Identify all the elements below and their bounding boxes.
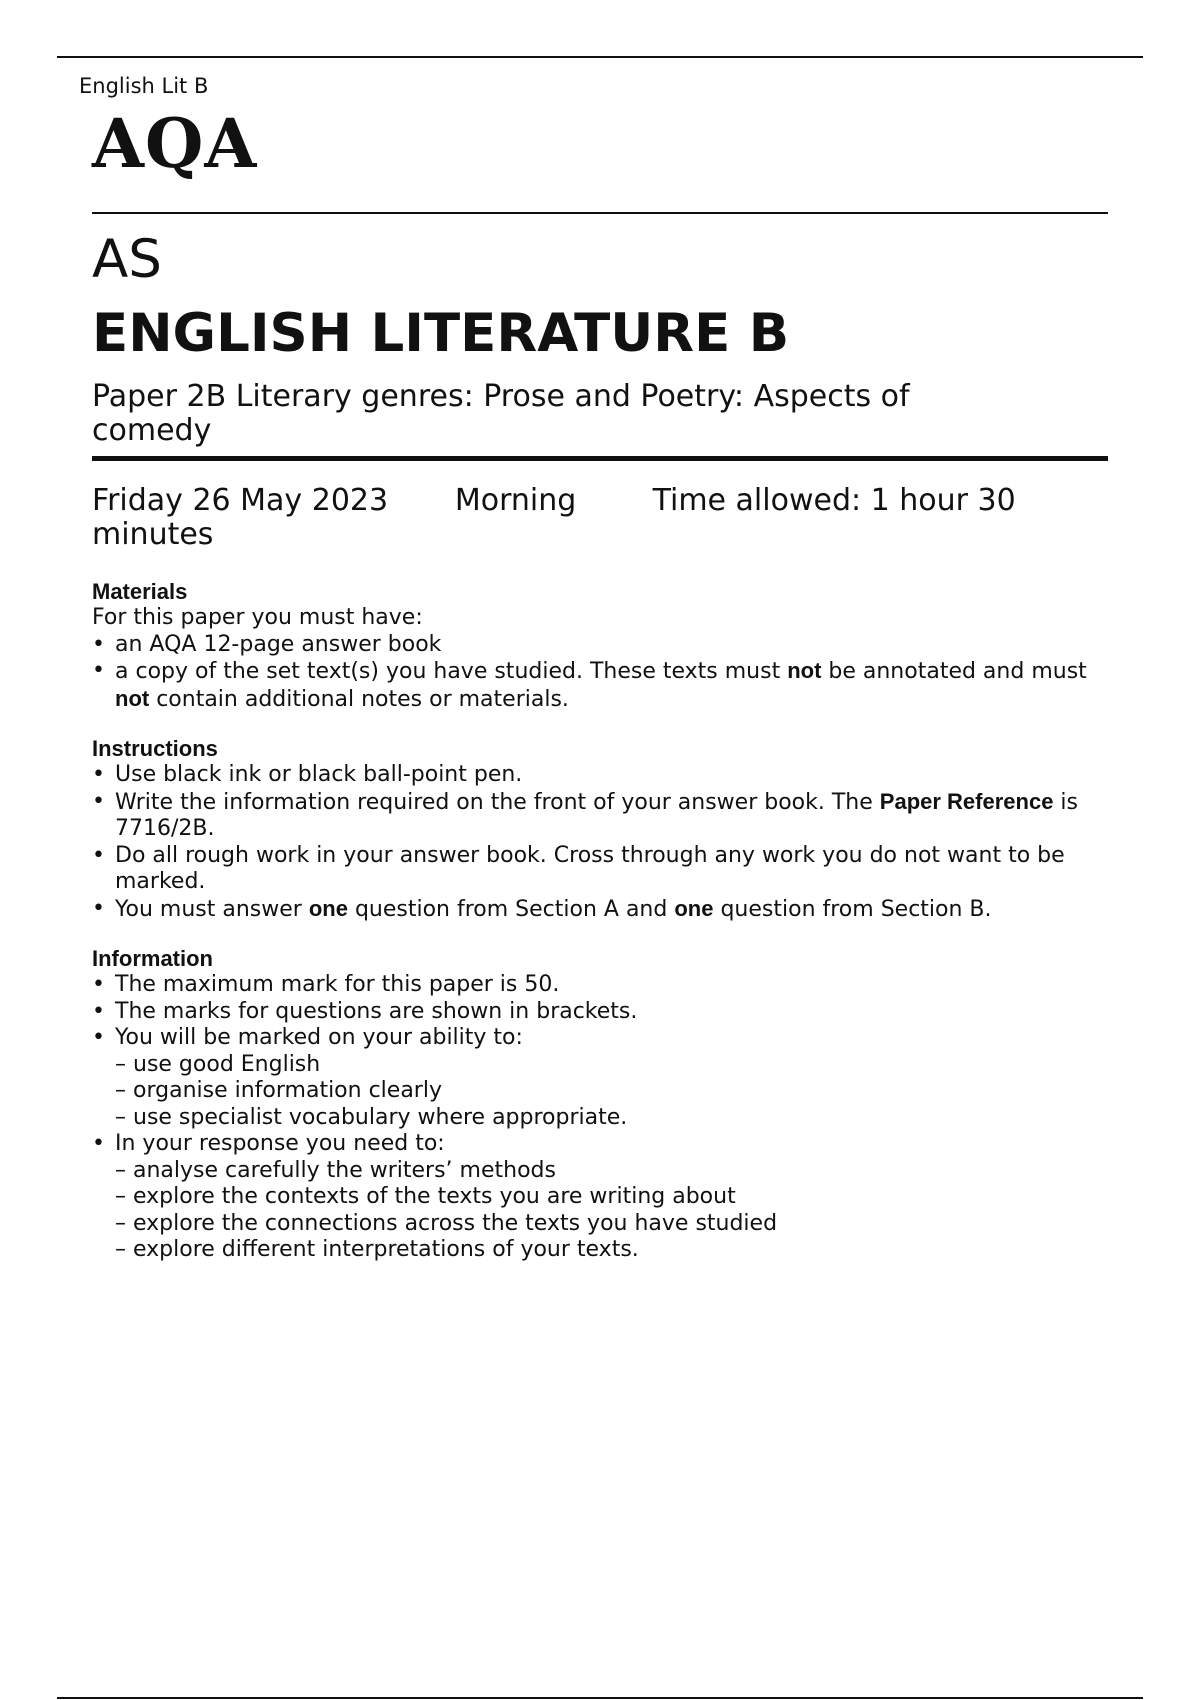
list-item: • Do all rough work in your answer book. Cross through any work you do not want to be marked. <box>92 843 1108 896</box>
list-item: • The maximum mark for this paper is 50. <box>92 972 1108 999</box>
emphasis: one <box>674 895 714 921</box>
sub-item-text: organise information clearly <box>133 1078 442 1103</box>
top-rule <box>57 56 1143 58</box>
materials-heading: Materials <box>92 579 188 604</box>
sub-item-text: use specialist vocabulary where appropriate. <box>133 1104 628 1130</box>
subject-title: ENGLISH LITERATURE B <box>92 303 790 364</box>
emphasis: Paper Reference <box>879 788 1054 814</box>
sub-list-item <box>115 1158 1108 1185</box>
information-section <box>92 945 1108 1264</box>
sub-item-text: explore the connections across the texts you have studied <box>133 1210 778 1236</box>
dash-marker: – <box>115 1078 126 1103</box>
sub-list-item <box>115 1237 1108 1264</box>
list-item <box>92 789 1108 843</box>
emphasis: one <box>308 895 348 921</box>
dash-marker: – <box>115 1051 126 1077</box>
dash-marker: – <box>115 1237 126 1262</box>
information-heading: Information <box>92 946 213 971</box>
exam-session: Morning <box>454 483 577 518</box>
list-item <box>92 896 1108 924</box>
information-list <box>92 972 1108 1264</box>
time-allowed: Time allowed: 1 hour 30 minutes <box>92 483 1026 552</box>
emphasis: not <box>787 658 822 683</box>
qualification-level: AS <box>92 229 162 290</box>
text-run: a copy of the set text(s) you have studied. These texts must <box>115 659 788 684</box>
sub-list <box>115 1052 1108 1132</box>
text-run: You must answer <box>115 896 309 922</box>
materials-intro: For this paper you must have: <box>92 605 423 630</box>
text-run: Write the information required on the front of your answer book. The <box>115 789 880 815</box>
list-item: • The marks for questions are shown in brackets. <box>92 999 1108 1026</box>
sub-list-item <box>115 1211 1108 1238</box>
list-item: • an AQA 12-page answer book <box>92 632 1108 659</box>
list-item <box>92 658 1108 713</box>
sub-list-item <box>115 1105 1108 1132</box>
sub-item-text: explore different interpretations of your texts. <box>133 1237 639 1262</box>
list-item <box>92 1131 1108 1264</box>
text-run: is 7716/2B. <box>115 789 1079 841</box>
title-divider <box>92 212 1108 214</box>
list-item-text: In your response you need to: <box>115 1131 445 1156</box>
dash-marker: – <box>115 1157 126 1183</box>
text-run: be annotated and must <box>821 659 1087 684</box>
text-run: contain additional notes or materials. <box>149 686 569 712</box>
emphasis: not <box>115 685 150 711</box>
instructions-heading: Instructions <box>92 736 218 761</box>
sub-item-text: analyse carefully the writers’ methods <box>133 1157 556 1183</box>
dash-marker: – <box>115 1104 126 1130</box>
sub-item-text: explore the contexts of the texts you are writing about <box>133 1184 736 1209</box>
instructions-section <box>92 735 1108 923</box>
thick-divider <box>92 456 1108 461</box>
dash-marker: – <box>115 1184 126 1209</box>
header-label: English Lit B <box>79 74 209 98</box>
materials-section <box>92 578 1108 713</box>
rubric <box>92 578 1108 1286</box>
bottom-rule <box>57 1697 1143 1699</box>
list-item-text: You will be marked on your ability to: <box>115 1025 523 1050</box>
exam-details <box>92 484 1092 552</box>
materials-list <box>92 632 1108 714</box>
sub-list-item <box>115 1078 1108 1105</box>
paper-title: Paper 2B Literary genres: Prose and Poetry: Aspects of comedy <box>92 379 910 448</box>
exam-date: Friday 26 May 2023 <box>92 483 389 518</box>
text-run: question from Section B. <box>713 896 992 922</box>
aqa-logo: AQA <box>92 104 258 183</box>
dash-marker: – <box>115 1210 126 1236</box>
instructions-list <box>92 762 1108 923</box>
list-item: • Use black ink or black ball-point pen. <box>92 762 1108 789</box>
sub-list-item <box>115 1052 1108 1079</box>
sub-list <box>115 1158 1108 1264</box>
sub-list-item <box>115 1184 1108 1211</box>
text-run: question from Section A and <box>347 896 675 922</box>
sub-item-text: use good English <box>133 1051 321 1077</box>
list-item <box>92 1025 1108 1131</box>
